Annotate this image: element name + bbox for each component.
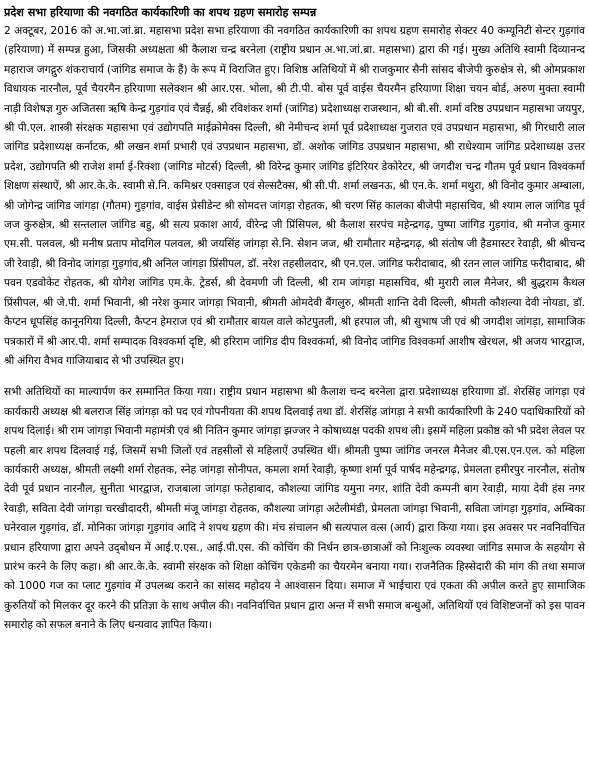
paragraph-spacer [4,371,585,383]
article-paragraph-oath: सभी अतिथियों का माल्यार्पण कर सम्मानित किया गया। राष्ट्रीय प्रधान महासभा श्री कैलाश चन्द बरनेला द्वारा प्रदेशाध्यक्ष हरियाणा डॉ. शेरसिंह जांगड़ा एवं कार्यकारी अध्यक्ष श्री बलराज सिंह जांगड़ा को पद एवं गोपनीयता की शपथ दिलवाई तथा डॉ. शेरसिंह जांगड़ा ने सभी कार्यकारिणी के 240 पदाधिकारियों को शपथ दिलाई। श्री राम जांगड़ा भिवानी महामंत्री एवं श्री नितिन कुमार जांगड़ा झज्जर ने कोषाध्यक्ष पदकी शपथ ली। इसमें महिला प्रकोष्ठ को भी प्रदेश लेवल पर पहली बार शपथ दिलवाई गई, जिसमें सभी जिलों एवं तहसीलों से महिलाऐं उपस्थित थीं। श्रीमती पुष्पा जांगिड जनरल मैनेजर बी.एस.एन.एल. को महिला कार्यकारी अध्यक्ष, श्रीमती लक्ष्मी शर्मा रोहतक, स्नेह जांगड़ा सोनीपत, कमला शर्मा रेवाड़ी, कृष्णा शर्मा पूर्व पार्षद महेन्द्रगढ़, प्रेमलता हमीरपुर नारनौल, संतोष देवी पूर्व प्रधान नारनौल, सुनीता भारद्वाज, राजबाला जांगड़ा फतेहाबाद, कौशल्या जांगिड यमुना नगर, शांति देवी कम्पनी बाग रेवाड़ी, माया देवी हंस नगर रेवाड़ी, सविता देवी जांगड़ा चरखीदादरी, श्रीमती मंजू जांगड़ा रोहतक, कौशल्या जांगड़ा अटेलीमंडी, प्रेमलता जांगड़ा भिवानी, सविता जांगड़ा गुड़गांव, अम्बिका घनेरवाल गुड़गांव, डॉ. मोनिका जांगड़ा गुड़गांव आदि ने शपथ ग्रहण की। मंच संचालन श्री सत्यपाल वत्स (आर्य) द्वारा किया गया। इस अवसर पर नवनिर्वाचित प्रधान हरियाणा द्वारा अपने उद्‌बोधन में आई.ए.एस., आई.पी.एस. की कोचिंग की निर्धन छात्र-छात्राओं को निःशुल्क व्यवस्था जांगिड समाज के सहयोग से प्रारंभ करने के लिए कहा। श्री आर.के.के. स्वामी संरक्षक को शिक्षा कोचिंग एकेडमी का चैयरमेन बनाया गया। राजनैतिक हिस्सेदारी की मांग की तथा समाज को 1000 गज का प्लाट गुड़गांव में उपलब्ध कराने का सांसद महोदय ने आश्वासन दिया। समाज में भाईचारा एवं एकता की अपील करते हुए सामाजिक कुरुतियों को मिलकर दूर करने की प्रतिज्ञा के साथ अपील की। नवनिर्वाचित प्रधान द्वारा अन्त में सभी समाज बन्धुओं, अतिथियों एवं विशिष्टजनों को इस पावन समारोह को सफल बनाने के लिए धन्यवाद ज्ञापित किया। [4,386,585,632]
article-paragraph-guests: 2 अक्टूबर, 2016 को अ.भा.जां.ब्रा. महासभा प्रदेश सभा हरियाणा की नवगठित कार्यकारिणी का शपथ ग्रहण समारोह सेक्टर 40 कम्यूनिटी सेन्टर गुड़गांव (हरियाणा) में सम्पन्न हुआ, जिसकी अध्यक्षता श्री कैलाश चन्द्र बरनेला (राष्ट्रीय प्रधान अ.भा.जां.ब्रा. महासभा) द्वारा की गई। मुख्य अतिथि स्वामी दिव्यानन्द महाराज जगद्गुरु शंकराचार्य (जांगिड समाज के हैं) के रूप में विराजित हुए। विशिष्ठ अतिथियों में श्री राजकुमार सैनी सांसद बीजेपी कुरुक्षेत्र से, श्री ओमप्रकाश विधायक नारनौल, पूर्व चैयरमैन हरियाणा सलेक्शन श्री आर.एस. भोला, श्री टी.पी. बोस पूर्व वाईस चैयरमैन हरियाणा शिक्षा चयन बोर्ड, अरुण मुक्ता स्वामी नाड़ी विशेषज्ञ गुरु अजितसा ऋषि केन्द्र गुड़गांव एवं चैन्नई, श्री रविशंकर शर्मा (जांगिड) प्रदेशाध्यक्ष राजस्थान, श्री बी.सी. शर्मा वरिष्ठ उपप्रधान महासभा जयपुर, श्री पी.एल. शास्त्री संरक्षक महासभा एवं उद्योगपति माईक्रोमेक्स दिल्ली, श्री नेमीचन्द शर्मा पूर्व प्रदेशाध्यक्ष गुजरात एवं उपप्रधान महासभा, श्री गिरधारी लाल जांगिड प्रदेशाध्यक्ष कर्नाटक, श्री लखन शर्मा प्रभारी एवं उपप्रधान महासभा, डॉ. अशोक जांगिड उपप्रधान महासभा, श्री राधेश्याम जांगिड प्रदेशाध्यक्ष उत्तर प्रदेश, उद्योगपति श्री राजेश शर्मा ई-रिक्शा (जांगिड मोटर्स) दिल्ली, श्री विरेन्द्र कुमार जांगिड इंटिरियर डेकोरेटर, श्री जगदीश चन्द्र गौतम पूर्व प्रधान विश्वकर्मा शिक्षण संस्थाऐं, श्री आर.के.के. स्वामी से.नि. कमिश्नर एक्साइज एवं सेल्सटैक्स, श्री सी.पी. शर्मा लखनऊ, श्री एन.के. शर्मा मथुरा, श्री विनोद कुमार अम्बाला, श्री जोगेन्द्र जांगिड जांगड़ा (गौतम) गुड़गांव, वाईस प्रेसीडेन्ट श्री सोमदत्त जांगड़ा रोहतक, श्री चरण सिंह कालका बीजेपी महासचिव, श्री श्याम लाल जांगिड पूर्व जज कुरुक्षेत्र, श्री सन्तलाल जांगिड बहु, श्री सत्य प्रकाश आर्य, वीरेन्द्र जी प्रिंसिपल, श्री कैलाश सरपंच महेन्द्रगढ़, पुष्पा जांगिड गुड़गांव, श्री मनोज कुमार एम.सी. पलवल, श्री मनीष प्रताप मोदगिल पलवल, श्री जयसिंह जांगड़ा से.नि. सेशन जज, श्री रामौतार महेन्द्रगढ़, श्री संतोष जी हैडमास्टर रेवाड़ी, श्री श्रीचन्द जी रेवाड़ी, श्री विनोद जांगड़ा गुड़गांव,श्री अनिल जांगड़ा प्रिंसीपल, डॉ. नरेश तहसीलदार, श्री एन.एल. जांगिड फरीदाबाद, श्री रतन लाल जांगिड फरीदाबाद, श्री पवन एडवोकेट रोहतक, श्री योगेश जांगिड एम.के. ट्रेडर्स, श्री देवमणी जी दिल्ली, श्री राम जांगड़ा महासचिव, श्री मुरारी लाल मैनेजर, श्री बुद्धराम कैथल प्रिंसीपल, श्री जे.पी. शर्मा भिवानी, श्री नरेश कुमार जांगड़ा भिवानी, श्रीमती ओमदेवी बैंगलुरु, श्रीमती शान्ति देवी दिल्ली, श्रीमती कौशल्या देवी नोयडा, डॉ. कैप्टन धूपसिंह कानूनगिया दिल्ली, कैप्टन हेमराज एवं श्री रामौतार बायल वाले कोटपुतली, श्री हरपाल जी, श्री सुभाष जी एवं श्री जगदीश जांगड़ा, सामाजिक पत्रकारों में श्री आर.पी. शर्मा सम्पादक विश्वकर्मा दृष्टि, श्री हरिराम जांगिड दीप विश्वकर्मा, श्री विनोद जांगिड विश्वकर्मा आशीष खेरथल, श्री अजय भारद्वाज, श्री अंगिरा वैभव गाजियाबाद से भी उपस्थित हुए। [4,25,585,367]
article-headline: प्रदेश सभा हरियाणा की नवगठित कार्यकारिणी का शपथ ग्रहण समारोह सम्पन्न [4,6,317,19]
